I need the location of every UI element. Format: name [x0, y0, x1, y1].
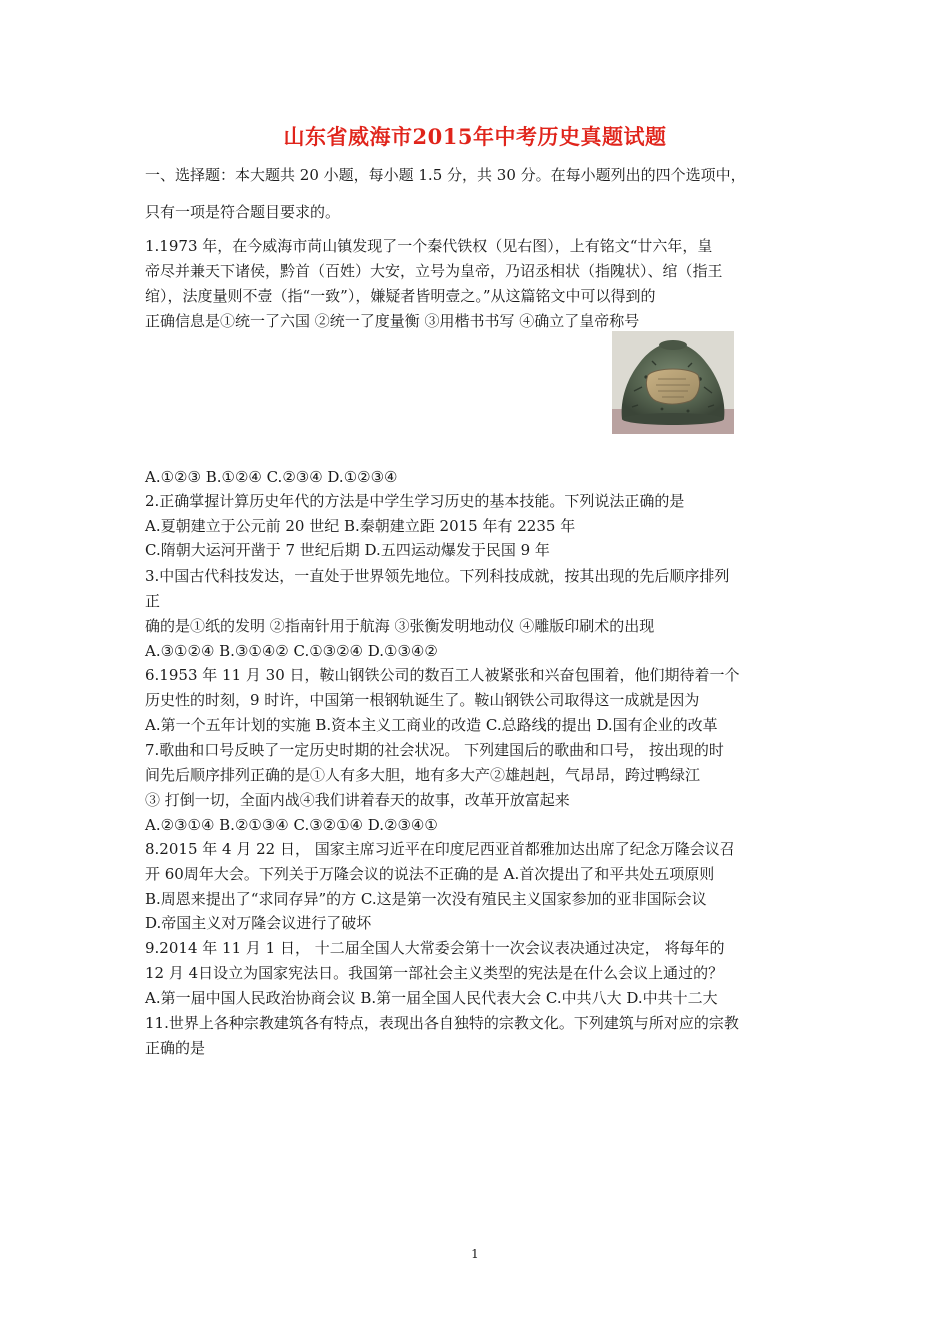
- question-1-line: 正确信息是①统一了六国 ②统一了度量衡 ③用楷书书写 ④确立了皇帝称号: [145, 312, 640, 330]
- question-7-line: ③ 打倒一切，全面内战④我们讲着春天的故事，改革开放富起来: [145, 791, 570, 809]
- question-1-line: 1.1973 年，在今威海市苘山镇发现了一个秦代铁权（见右图），上有铭文“廿六年，皇: [145, 237, 713, 255]
- question-6-line: 历史性的时刻，9 时许，中国第一根钢轨诞生了。鞍山钢铁公司取得这一成就是因为: [145, 691, 700, 709]
- question-2-line: 2.正确掌握计算历史年代的方法是中学生学习历史的基本技能。下列说法正确的是: [145, 492, 685, 510]
- question-11-line: 正确的是: [145, 1039, 206, 1057]
- question-6-line: A.第一个五年计划的实施 B.资本主义工商业的改造 C.总路线的提出 D.国有企业的改革: [145, 716, 718, 734]
- question-11-line: 11.世界上各种宗教建筑各有特点，表现出各自独特的宗教文化。下列建筑与所对应的宗教: [145, 1014, 739, 1032]
- question-3-line: 确的是①纸的发明 ②指南针用于航海 ③张衡发明地动仪 ④雕版印刷术的出现: [145, 617, 655, 635]
- question-1-options: A.①②③ B.①②④ C.②③④ D.①②③④: [145, 468, 398, 486]
- question-8-line: 8.2015 年 4 月 22 日， 国家主席习近平在印度尼西亚首都雅加达出席了纪念万隆会议召: [145, 840, 735, 858]
- qin-iron-weight-image: [612, 331, 734, 434]
- section-intro-line: 一、选择题：本大题共 20 小题，每小题 1.5 分，共 30 分。在每小题列出的四个选项中，: [145, 166, 746, 184]
- question-3-line: A.③①②④ B.③①④② C.①③②④ D.①③④②: [145, 642, 438, 660]
- question-8-line: D.帝国主义对万隆会议进行了破坏: [145, 914, 372, 932]
- question-9-line: 9.2014 年 11 月 1 日， 十二届全国人大常委会第十一次会议表决通过决定， 将每年的: [145, 939, 725, 957]
- question-1-line: 绾），法度量则不壹（指“一致”），嫌疑者皆明壹之。”从这篇铭文中可以得到的: [145, 287, 656, 305]
- question-1-line: 帝尽并兼天下诸侯，黔首（百姓）大安，立号为皇帝，乃诏丞相状（指隗状）、绾（指王: [145, 262, 723, 280]
- question-3-line: 3.中国古代科技发达，一直处于世界领先地位。下列科技成就，按其出现的先后顺序排列: [145, 567, 730, 585]
- page-number: 1: [471, 1247, 479, 1261]
- question-2-line: C.隋朝大运河开凿于 7 世纪后期 D.五四运动爆发于民国 9 年: [145, 541, 550, 559]
- question-9-line: A.第一届中国人民政治协商会议 B.第一届全国人民代表大会 C.中共八大 D.中共十二大: [145, 989, 718, 1007]
- page-title: 山东省威海市2015年中考历史真题试题: [283, 124, 667, 149]
- section-intro-line: 只有一项是符合题目要求的。: [145, 203, 341, 221]
- question-9-line: 12 月 4日设立为国家宪法日。我国第一部社会主义类型的宪法是在什么会议上通过的？: [145, 964, 724, 982]
- question-8-line: B.周恩来提出了“求同存异”的方 C.这是第一次没有殖民主义国家参加的亚非国际会议: [145, 890, 707, 908]
- question-7-line: 间先后顺序排列正确的是①人有多大胆，地有多大产②雄赳赳，气昂昂，跨过鸭绿江: [145, 766, 701, 784]
- question-6-line: 6.1953 年 11 月 30 日，鞍山钢铁公司的数百工人被紧张和兴奋包围着，他们期待着一个: [145, 666, 740, 684]
- question-7-line: 7.歌曲和口号反映了一定历史时期的社会状况。 下列建国后的歌曲和口号， 按出现的时: [145, 741, 724, 759]
- question-7-line: A.②③①④ B.②①③④ C.③②①④ D.②③④①: [145, 816, 438, 834]
- question-2-line: A.夏朝建立于公元前 20 世纪 B.秦朝建立距 2015 年有 2235 年: [145, 517, 576, 535]
- question-8-line: 开 60周年大会。下列关于万隆会议的说法不正确的是 A.首次提出了和平共处五项原则: [145, 865, 715, 883]
- question-3-line: 正: [145, 592, 161, 610]
